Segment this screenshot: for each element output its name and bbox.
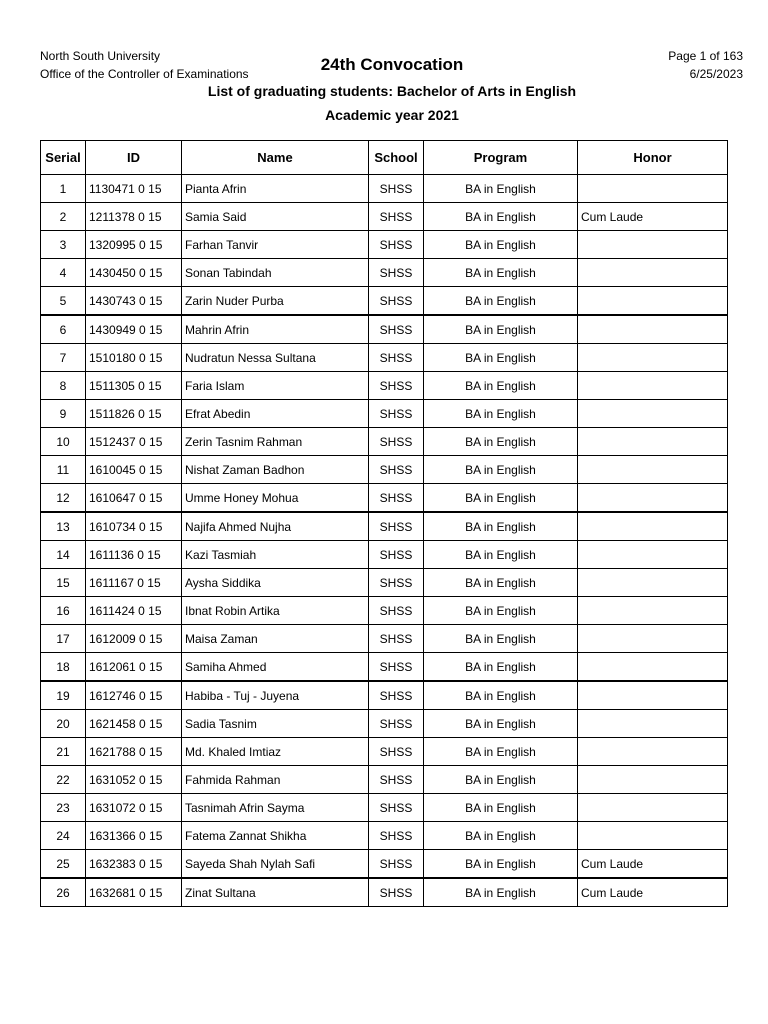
id-cell: 1610647 0 15 bbox=[86, 484, 182, 513]
table-row bbox=[41, 625, 728, 653]
serial-cell: 13 bbox=[41, 512, 86, 541]
program-cell: BA in English bbox=[424, 231, 578, 259]
graduates-table bbox=[40, 140, 728, 907]
id-cell: 1612746 0 15 bbox=[86, 681, 182, 710]
serial-cell: 12 bbox=[41, 484, 86, 513]
program-cell: BA in English bbox=[424, 541, 578, 569]
program-cell: BA in English bbox=[424, 315, 578, 344]
table-row bbox=[41, 681, 728, 710]
serial-cell: 1 bbox=[41, 175, 86, 203]
program-cell: BA in English bbox=[424, 850, 578, 879]
honor-cell bbox=[578, 344, 728, 372]
honor-cell bbox=[578, 175, 728, 203]
id-cell: 1621788 0 15 bbox=[86, 738, 182, 766]
honor-cell bbox=[578, 569, 728, 597]
table-row bbox=[41, 203, 728, 231]
table-row bbox=[41, 597, 728, 625]
serial-cell: 21 bbox=[41, 738, 86, 766]
program-cell: BA in English bbox=[424, 259, 578, 287]
id-cell: 1430949 0 15 bbox=[86, 315, 182, 344]
program-cell: BA in English bbox=[424, 344, 578, 372]
school-cell: SHSS bbox=[369, 203, 424, 231]
name-cell: Habiba - Tuj - Juyena bbox=[182, 681, 369, 710]
id-cell: 1511305 0 15 bbox=[86, 372, 182, 400]
id-cell: 1611136 0 15 bbox=[86, 541, 182, 569]
program-cell: BA in English bbox=[424, 456, 578, 484]
table-row bbox=[41, 738, 728, 766]
serial-cell: 22 bbox=[41, 766, 86, 794]
id-cell: 1612061 0 15 bbox=[86, 653, 182, 682]
name-cell: Aysha Siddika bbox=[182, 569, 369, 597]
school-cell: SHSS bbox=[369, 372, 424, 400]
table-row bbox=[41, 822, 728, 850]
id-cell: 1510180 0 15 bbox=[86, 344, 182, 372]
table-row bbox=[41, 344, 728, 372]
document-date: 6/25/2023 bbox=[689, 67, 743, 81]
honor-cell bbox=[578, 681, 728, 710]
name-cell: Samia Said bbox=[182, 203, 369, 231]
id-cell: 1512437 0 15 bbox=[86, 428, 182, 456]
honor-cell bbox=[578, 653, 728, 682]
table-row bbox=[41, 512, 728, 541]
name-cell: Zerin Tasnim Rahman bbox=[182, 428, 369, 456]
table-body bbox=[41, 175, 728, 907]
school-cell: SHSS bbox=[369, 456, 424, 484]
serial-cell: 11 bbox=[41, 456, 86, 484]
academic-year: Academic year 2021 bbox=[325, 107, 459, 123]
serial-cell: 10 bbox=[41, 428, 86, 456]
document-title: 24th Convocation bbox=[320, 55, 464, 74]
school-cell: SHSS bbox=[369, 794, 424, 822]
table-row bbox=[41, 175, 728, 203]
name-cell: Sonan Tabindah bbox=[182, 259, 369, 287]
id-cell: 1211378 0 15 bbox=[86, 203, 182, 231]
honor-cell bbox=[578, 287, 728, 316]
id-cell: 1511826 0 15 bbox=[86, 400, 182, 428]
school-cell: SHSS bbox=[369, 315, 424, 344]
serial-cell: 14 bbox=[41, 541, 86, 569]
serial-cell: 6 bbox=[41, 315, 86, 344]
table-row bbox=[41, 231, 728, 259]
honor-cell bbox=[578, 400, 728, 428]
table-row bbox=[41, 428, 728, 456]
name-cell: Umme Honey Mohua bbox=[182, 484, 369, 513]
program-cell: BA in English bbox=[424, 512, 578, 541]
table-row bbox=[41, 372, 728, 400]
table-row bbox=[41, 710, 728, 738]
program-cell: BA in English bbox=[424, 766, 578, 794]
table-header-row bbox=[41, 141, 728, 175]
program-cell: BA in English bbox=[424, 569, 578, 597]
serial-cell: 20 bbox=[41, 710, 86, 738]
program-cell: BA in English bbox=[424, 738, 578, 766]
honor-cell bbox=[578, 541, 728, 569]
serial-cell: 15 bbox=[41, 569, 86, 597]
table-row bbox=[41, 569, 728, 597]
school-cell: SHSS bbox=[369, 428, 424, 456]
school-cell: SHSS bbox=[369, 822, 424, 850]
name-cell: Samiha Ahmed bbox=[182, 653, 369, 682]
program-cell: BA in English bbox=[424, 287, 578, 316]
school-cell: SHSS bbox=[369, 541, 424, 569]
program-cell: BA in English bbox=[424, 203, 578, 231]
school-cell: SHSS bbox=[369, 625, 424, 653]
honor-cell: Cum Laude bbox=[578, 850, 728, 879]
id-cell: 1632681 0 15 bbox=[86, 878, 182, 907]
honor-cell bbox=[578, 456, 728, 484]
name-cell: Zinat Sultana bbox=[182, 878, 369, 907]
serial-cell: 18 bbox=[41, 653, 86, 682]
id-cell: 1320995 0 15 bbox=[86, 231, 182, 259]
school-cell: SHSS bbox=[369, 512, 424, 541]
table-row bbox=[41, 794, 728, 822]
serial-cell: 26 bbox=[41, 878, 86, 907]
program-cell: BA in English bbox=[424, 653, 578, 682]
program-cell: BA in English bbox=[424, 822, 578, 850]
school-cell: SHSS bbox=[369, 710, 424, 738]
honor-cell bbox=[578, 315, 728, 344]
id-cell: 1610734 0 15 bbox=[86, 512, 182, 541]
school-cell: SHSS bbox=[369, 681, 424, 710]
program-cell: BA in English bbox=[424, 484, 578, 513]
name-cell: Sayeda Shah Nylah Safi bbox=[182, 850, 369, 879]
table-row bbox=[41, 653, 728, 682]
name-cell: Mahrin Afrin bbox=[182, 315, 369, 344]
id-cell: 1632383 0 15 bbox=[86, 850, 182, 879]
table-row bbox=[41, 850, 728, 879]
name-cell: Faria Islam bbox=[182, 372, 369, 400]
name-cell: Fatema Zannat Shikha bbox=[182, 822, 369, 850]
column-header-id: ID bbox=[86, 141, 182, 175]
serial-cell: 24 bbox=[41, 822, 86, 850]
column-header-honor: Honor bbox=[578, 141, 728, 175]
table-row bbox=[41, 484, 728, 513]
program-cell: BA in English bbox=[424, 710, 578, 738]
table-row bbox=[41, 766, 728, 794]
page-number: Page 1 of 163 bbox=[668, 49, 743, 63]
name-cell: Efrat Abedin bbox=[182, 400, 369, 428]
school-cell: SHSS bbox=[369, 259, 424, 287]
honor-cell bbox=[578, 428, 728, 456]
school-cell: SHSS bbox=[369, 738, 424, 766]
program-cell: BA in English bbox=[424, 878, 578, 907]
serial-cell: 2 bbox=[41, 203, 86, 231]
table-row bbox=[41, 400, 728, 428]
table-row bbox=[41, 878, 728, 907]
school-cell: SHSS bbox=[369, 766, 424, 794]
program-cell: BA in English bbox=[424, 428, 578, 456]
serial-cell: 8 bbox=[41, 372, 86, 400]
serial-cell: 17 bbox=[41, 625, 86, 653]
name-cell: Ibnat Robin Artika bbox=[182, 597, 369, 625]
school-cell: SHSS bbox=[369, 287, 424, 316]
column-header-serial: Serial bbox=[41, 141, 86, 175]
serial-cell: 16 bbox=[41, 597, 86, 625]
column-header-name: Name bbox=[182, 141, 369, 175]
school-cell: SHSS bbox=[369, 484, 424, 513]
honor-cell bbox=[578, 259, 728, 287]
name-cell: Maisa Zaman bbox=[182, 625, 369, 653]
id-cell: 1631072 0 15 bbox=[86, 794, 182, 822]
honor-cell bbox=[578, 484, 728, 513]
program-cell: BA in English bbox=[424, 175, 578, 203]
name-cell: Nudratun Nessa Sultana bbox=[182, 344, 369, 372]
id-cell: 1621458 0 15 bbox=[86, 710, 182, 738]
program-cell: BA in English bbox=[424, 681, 578, 710]
serial-cell: 19 bbox=[41, 681, 86, 710]
school-cell: SHSS bbox=[369, 175, 424, 203]
school-cell: SHSS bbox=[369, 653, 424, 682]
table-row bbox=[41, 259, 728, 287]
id-cell: 1430450 0 15 bbox=[86, 259, 182, 287]
id-cell: 1130471 0 15 bbox=[86, 175, 182, 203]
name-cell: Fahmida Rahman bbox=[182, 766, 369, 794]
name-cell: Farhan Tanvir bbox=[182, 231, 369, 259]
serial-cell: 4 bbox=[41, 259, 86, 287]
serial-cell: 7 bbox=[41, 344, 86, 372]
honor-cell bbox=[578, 794, 728, 822]
table-row bbox=[41, 541, 728, 569]
name-cell: Kazi Tasmiah bbox=[182, 541, 369, 569]
school-cell: SHSS bbox=[369, 344, 424, 372]
name-cell: Tasnimah Afrin Sayma bbox=[182, 794, 369, 822]
serial-cell: 25 bbox=[41, 850, 86, 879]
school-cell: SHSS bbox=[369, 597, 424, 625]
id-cell: 1611424 0 15 bbox=[86, 597, 182, 625]
name-cell: Md. Khaled Imtiaz bbox=[182, 738, 369, 766]
school-cell: SHSS bbox=[369, 878, 424, 907]
id-cell: 1631052 0 15 bbox=[86, 766, 182, 794]
program-cell: BA in English bbox=[424, 372, 578, 400]
honor-cell: Cum Laude bbox=[578, 878, 728, 907]
honor-cell: Cum Laude bbox=[578, 203, 728, 231]
honor-cell bbox=[578, 625, 728, 653]
table-row bbox=[41, 287, 728, 316]
office-name: Office of the Controller of Examinations bbox=[40, 67, 249, 81]
id-cell: 1610045 0 15 bbox=[86, 456, 182, 484]
honor-cell bbox=[578, 597, 728, 625]
name-cell: Zarin Nuder Purba bbox=[182, 287, 369, 316]
id-cell: 1612009 0 15 bbox=[86, 625, 182, 653]
honor-cell bbox=[578, 822, 728, 850]
university-name: North South University bbox=[40, 49, 161, 63]
name-cell: Sadia Tasnim bbox=[182, 710, 369, 738]
serial-cell: 9 bbox=[41, 400, 86, 428]
table-row bbox=[41, 456, 728, 484]
table-row bbox=[41, 315, 728, 344]
honor-cell bbox=[578, 231, 728, 259]
honor-cell bbox=[578, 710, 728, 738]
honor-cell bbox=[578, 512, 728, 541]
name-cell: Nishat Zaman Badhon bbox=[182, 456, 369, 484]
serial-cell: 3 bbox=[41, 231, 86, 259]
school-cell: SHSS bbox=[369, 569, 424, 597]
program-cell: BA in English bbox=[424, 597, 578, 625]
name-cell: Pianta Afrin bbox=[182, 175, 369, 203]
school-cell: SHSS bbox=[369, 400, 424, 428]
school-cell: SHSS bbox=[369, 231, 424, 259]
program-cell: BA in English bbox=[424, 794, 578, 822]
id-cell: 1631366 0 15 bbox=[86, 822, 182, 850]
program-cell: BA in English bbox=[424, 400, 578, 428]
honor-cell bbox=[578, 766, 728, 794]
document-subtitle: List of graduating students: Bachelor of Arts in English bbox=[207, 83, 577, 99]
honor-cell bbox=[578, 372, 728, 400]
serial-cell: 5 bbox=[41, 287, 86, 316]
id-cell: 1430743 0 15 bbox=[86, 287, 182, 316]
school-cell: SHSS bbox=[369, 850, 424, 879]
honor-cell bbox=[578, 738, 728, 766]
column-header-school: School bbox=[369, 141, 424, 175]
program-cell: BA in English bbox=[424, 625, 578, 653]
name-cell: Najifa Ahmed Nujha bbox=[182, 512, 369, 541]
serial-cell: 23 bbox=[41, 794, 86, 822]
id-cell: 1611167 0 15 bbox=[86, 569, 182, 597]
column-header-program: Program bbox=[424, 141, 578, 175]
